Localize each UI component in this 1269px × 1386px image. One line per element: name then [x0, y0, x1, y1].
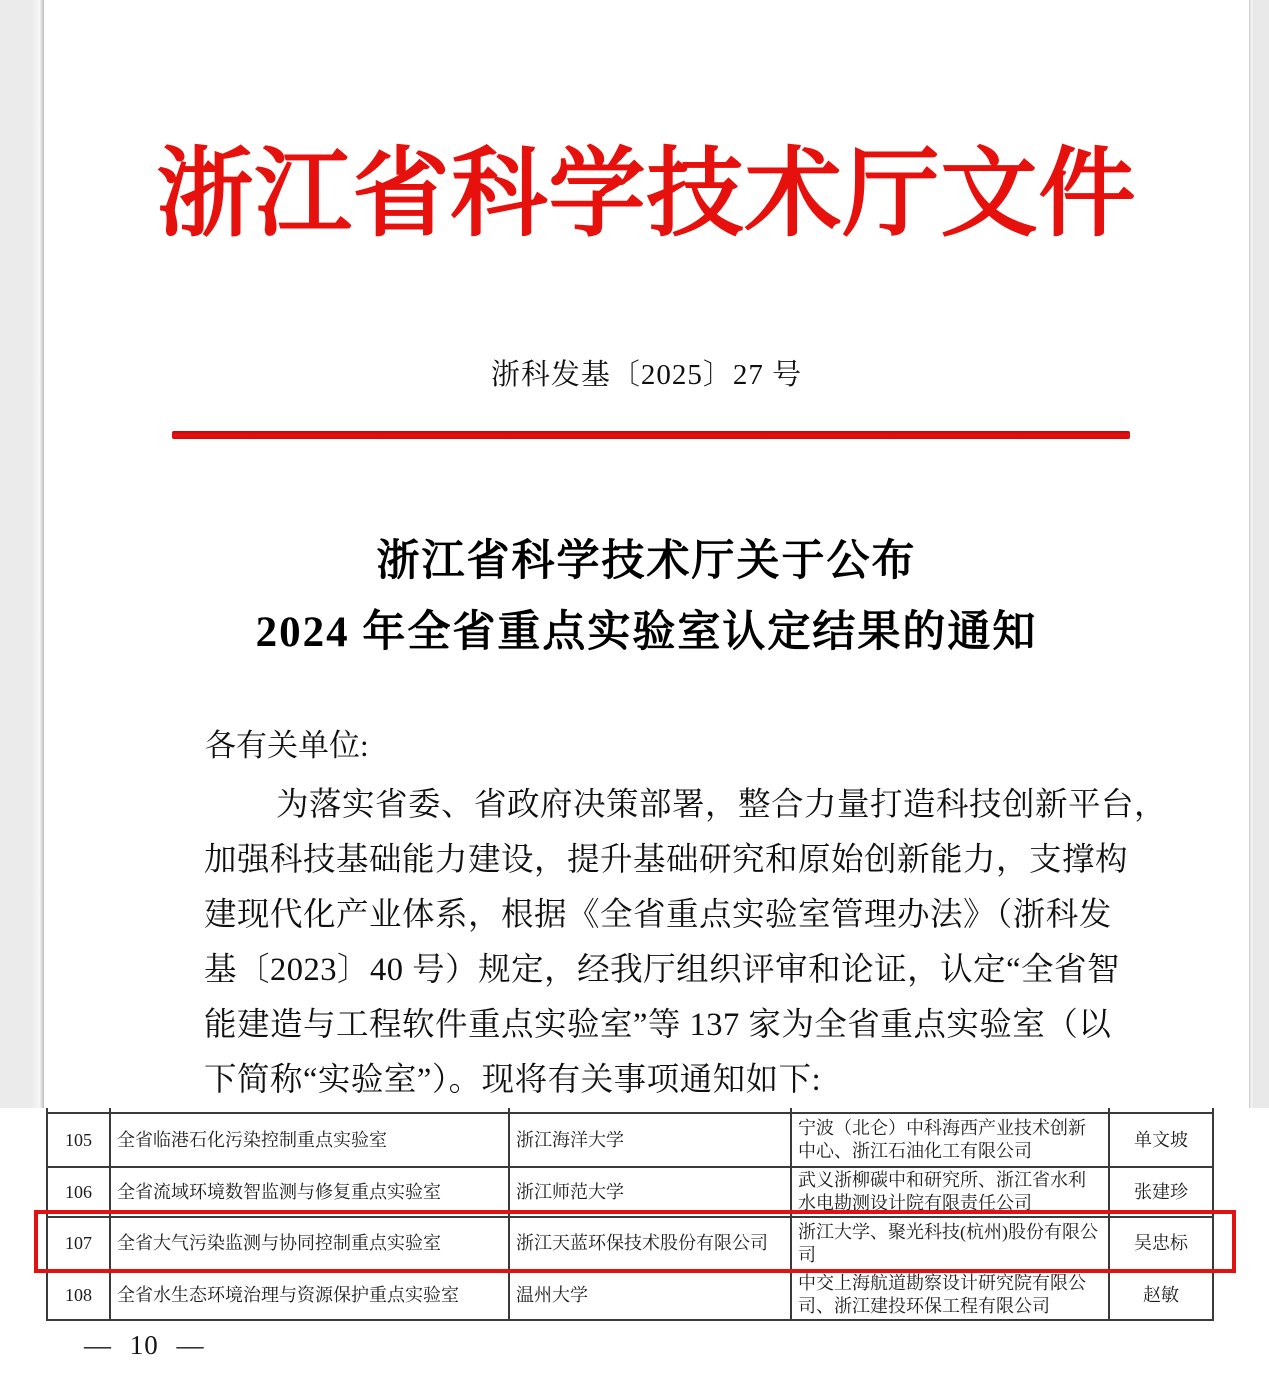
table-row-105 — [47, 1113, 1213, 1167]
cell-number: 105 — [47, 1113, 110, 1167]
notice-title-line2: 2024 年全省重点实验室认定结果的通知 — [255, 609, 1038, 656]
cell-partner-orgs: 浙江大学、聚光科技(杭州)股份有限公司 — [791, 1217, 1109, 1270]
body-line: 下简称“实验室”）。现将有关事项通知如下: — [204, 1062, 822, 1098]
body-line: 加强科技基础能力建设，提升基础研究和原始创新能力，支撑构 — [204, 842, 1129, 878]
letterhead-title: 浙江省科学技术厅文件 — [156, 141, 1137, 248]
page-margin-left — [0, 0, 44, 1110]
doc-number: 浙科发基〔2025〕27 号 — [490, 359, 803, 391]
cell-lab-name: 全省流域环境数智监测与修复重点实验室 — [110, 1167, 509, 1217]
cell-director: 张建珍 — [1109, 1167, 1213, 1217]
body-line: 能建造与工程软件重点实验室”等 137 家为全省重点实验室（以 — [204, 1007, 1112, 1043]
cell-lab-name: 全省水生态环境治理与资源保护重点实验室 — [110, 1270, 509, 1320]
cell-host-org: 浙江师范大学 — [509, 1167, 791, 1217]
body-line: 基〔2023〕40 号）规定，经我厅组织评审和论证，认定“全省智 — [204, 952, 1121, 988]
cell-number: 106 — [47, 1167, 110, 1217]
cell-number: 107 — [47, 1217, 110, 1270]
cell-number: 108 — [47, 1270, 110, 1320]
highlight-box-row-107 — [34, 1210, 1236, 1273]
page-number: — 10 — — [84, 1330, 205, 1360]
notice-title — [44, 526, 1249, 668]
red-divider-rule — [172, 431, 1130, 439]
table-section — [0, 1108, 1269, 1386]
cell-partner-orgs: 中交上海航道勘察设计研究院有限公司、浙江建投环保工程有限公司 — [791, 1270, 1109, 1320]
notice-title-line1: 浙江省科学技术厅关于公布 — [376, 538, 917, 585]
table-row-108 — [47, 1270, 1213, 1320]
body-line: 建现代化产业体系，根据《全省重点实验室管理办法》（浙科发 — [204, 897, 1112, 933]
salutation: 各有关单位: — [205, 728, 369, 763]
cell-director: 吴忠标 — [1109, 1217, 1213, 1270]
cell-host-org: 温州大学 — [509, 1270, 791, 1320]
body-line: 为落实省委、省政府决策部署，整合力量打造科技创新平台， — [276, 787, 1168, 823]
cell-partner-orgs: 武义浙柳碳中和研究所、浙江省水利水电勘测设计院有限责任公司 — [791, 1167, 1109, 1217]
cell-lab-name: 全省临港石化污染控制重点实验室 — [110, 1113, 509, 1167]
cell-host-org: 浙江天蓝环保技术股份有限公司 — [509, 1217, 791, 1270]
cell-director: 赵敏 — [1109, 1270, 1213, 1320]
cell-lab-name: 全省大气污染监测与协同控制重点实验室 — [110, 1217, 509, 1270]
cell-director: 单文坡 — [1109, 1113, 1213, 1167]
cell-partner-orgs: 宁波（北仑）中科海西产业技术创新中心、浙江石油化工有限公司 — [791, 1113, 1109, 1167]
cell-host-org: 浙江海洋大学 — [509, 1113, 791, 1167]
body-paragraph — [204, 778, 1168, 1108]
page-margin-right — [1249, 0, 1269, 1110]
